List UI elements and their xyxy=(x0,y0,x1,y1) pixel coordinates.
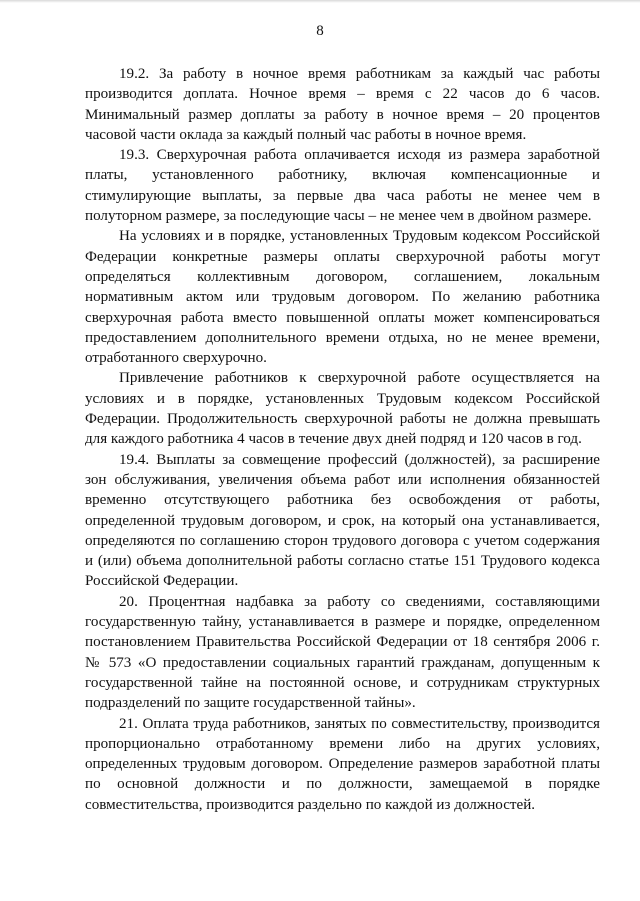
paragraph-19-4: 19.4. Выплаты за совмещение профессий (должностей), за расширение зон обслуживания, увеличения объема работ или исполнения обязанностей временно отсутствующего работника без освобождения от работы, определенной трудовым договором, и срок, на который она устанавливается, определяются по соглашению сторон трудового договора с учетом содержания и (или) объема дополнительной работы согласно статье 151 Трудового кодекса Российской Федерации. xyxy=(85,451,600,590)
page-number: 8 xyxy=(316,23,324,39)
paragraph-19-3: 19.3. Сверхурочная работа оплачивается исходя из размера заработной платы, установленного работнику, включая компенсационные и стимулирующие выплаты, за первые два часа работы не менее чем в полуторном размере, за последующие часы – не менее чем в двойном размере. xyxy=(85,147,600,225)
paragraph-19-2: 19.2. За работу в ночное время работникам за каждый час работы производится доплата. Ночное время – время с 22 часов до 6 часов. Минимальный размер доплаты за работу в ночное время – 20 процентов часовой части оклада за каждый полный час работы в ночное время. xyxy=(85,66,600,143)
paragraph-20: 20. Процентная надбавка за работу со сведениями, составляющими государственную тайну, устанавливается в размере и порядке, определенном постановлением Правительства Российской Федерации от 18 сентября 2006 г. № 573 «О предоставлении социальных гарантий гражданам, допущенным к государственной тайне на постоянной основе, и сотрудникам структурных подразделений по защите государственной тайны». xyxy=(85,593,600,712)
paragraph-21: 21. Оплата труда работников, занятых по совместительству, производится пропорционально отработанному времени либо на других условиях, определенных трудовым договором. Определение размеров заработной платы по основной должности и по должности, замещаемой в порядке совместительства, производится раздельно по каждой из должностей. xyxy=(85,715,600,813)
paragraph-overtime-limits: Привлечение работников к сверхурочной работе осуществляется на условиях и в порядке, установленных Трудовым кодексом Российской Федерации. Продолжительность сверхурочной работы не должна превышать для каждого работника 4 часов в течение двух дней подряд и 120 часов в год. xyxy=(85,370,600,448)
document-body xyxy=(85,64,600,815)
paragraph-overtime-conditions: На условиях и в порядке, установленных Трудовым кодексом Российской Федерации конкретные размеры оплаты сверхурочной работы могут определяться коллективным договором, соглашением, локальным нормативным актом или трудовым договором. По желанию работника сверхурочная работа вместо повышенной оплаты может компенсироваться предоставлением дополнительного времени отдыха, но не менее времени, отработанного сверхурочно. xyxy=(85,228,600,367)
scan-edge xyxy=(0,0,640,3)
